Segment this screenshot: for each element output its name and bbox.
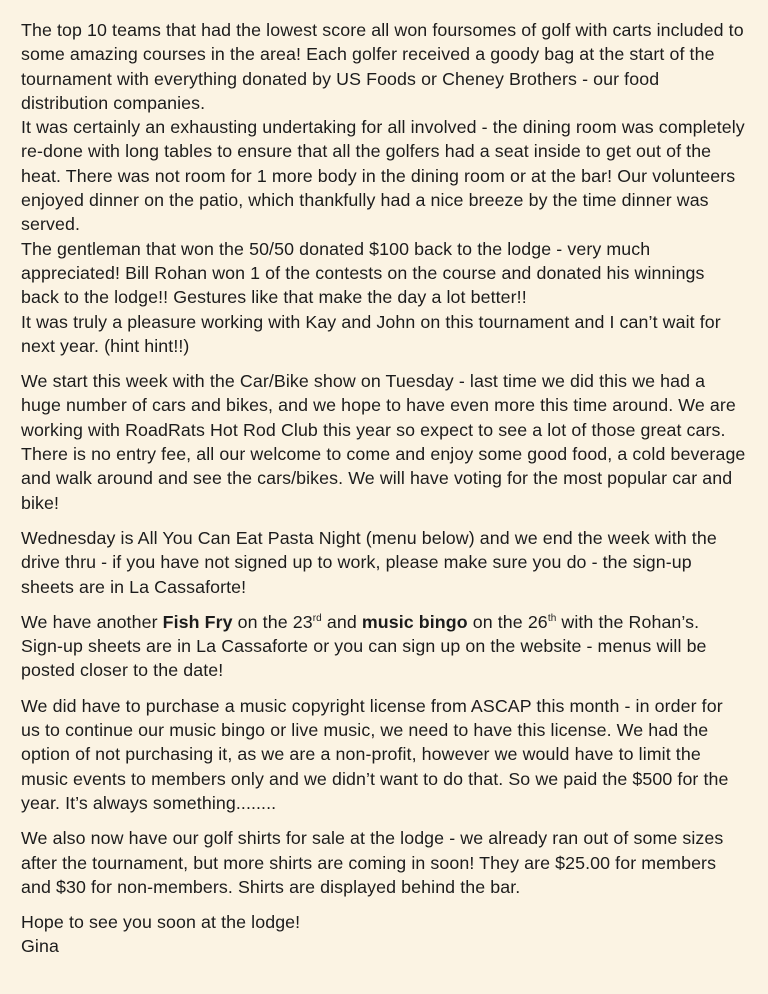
music-bingo-label: music bingo [361,611,468,632]
events-text-1: We have another [21,611,163,632]
thanks-text: It was truly a pleasure working with Kay and John on this tournament and I can’t wait for next year. (hint hint!!) [21,311,721,356]
pasta-night-paragraph: Wednesday is All You Can Eat Pasta Night (menu below) and we end the week with the drive thru - if you have not signed up to work, please make sure you do - the sign-up sheets are in La Cassaforte! [21,527,717,597]
golf-tournament-recap [21,18,746,358]
ordinal-suffix-rd: rd [312,612,322,624]
fifty-fifty-text: The gentleman that won the 50/50 donated $100 back to the lodge - very much appreciated! Bill Rohan won 1 of the contests on the course and donated his winnings back to the lodge!! Gestures like that make the day a lot better!! [21,238,705,308]
closing-line: Hope to see you soon at the lodge! [21,912,301,933]
golf-prizes-text: The top 10 teams that had the lowest score all won foursomes of golf with carts included to some amazing courses in the area! Each golfer received a goody bag at the start of the tournament with everything donated by US Foods or Cheney Brothers - our food distribution companies. [21,20,744,113]
signature: Gina [21,936,59,957]
events-text-2: on the 23 [232,611,313,632]
events-text-3: and [321,611,362,632]
dining-room-text: It was certainly an exhausting undertaking for all involved - the dining room was completely re-done with long tables to ensure that all the golfers had a seat inside to get out of the heat. There was not room for 1 more body in the dining room or at the bar! Our volunteers enjoyed dinner on the patio, which thankfully had a nice breeze by the time dinner was served. [21,117,745,235]
events-text-4: on the 26 [467,611,548,632]
closing-block [21,910,746,959]
fish-fry-label: Fish Fry [162,611,233,632]
ordinal-suffix-th: th [547,612,557,624]
events-paragraph [21,610,746,683]
car-show-paragraph: We start this week with the Car/Bike show on Tuesday - last time we did this we had a huge number of cars and bikes, and we hope to have even more this time around. We are working with RoadRats Hot Rod Club this year so expect to see a lot of those great cars. There is no entry fee, all our welcome to come and enjoy some good food, a cold beverage and walk around and see the cars/bikes. We will have voting for the most popular car and bike! [21,371,746,513]
ascap-license-paragraph: We did have to purchase a music copyright license from ASCAP this month - in order for us to continue our music bingo or live music, we need to have this license. We had the option of not purchasing it, as we are a non-profit, however we would have to limit the music events to members only and we didn’t want to do that. So we paid the $500 for the year. It’s always something........ [21,695,729,813]
golf-shirts-paragraph: We also now have our golf shirts for sale at the lodge - we already ran out of some sizes after the tournament, but more shirts are coming in soon! They are $25.00 for members and $30 for non-members. Shirts are displayed behind the bar. [21,828,724,897]
events-text-5: with the Rohan’s. Sign-up sheets are in La Cassaforte or you can sign up on the website - menus will be posted closer to the date! [21,611,707,681]
